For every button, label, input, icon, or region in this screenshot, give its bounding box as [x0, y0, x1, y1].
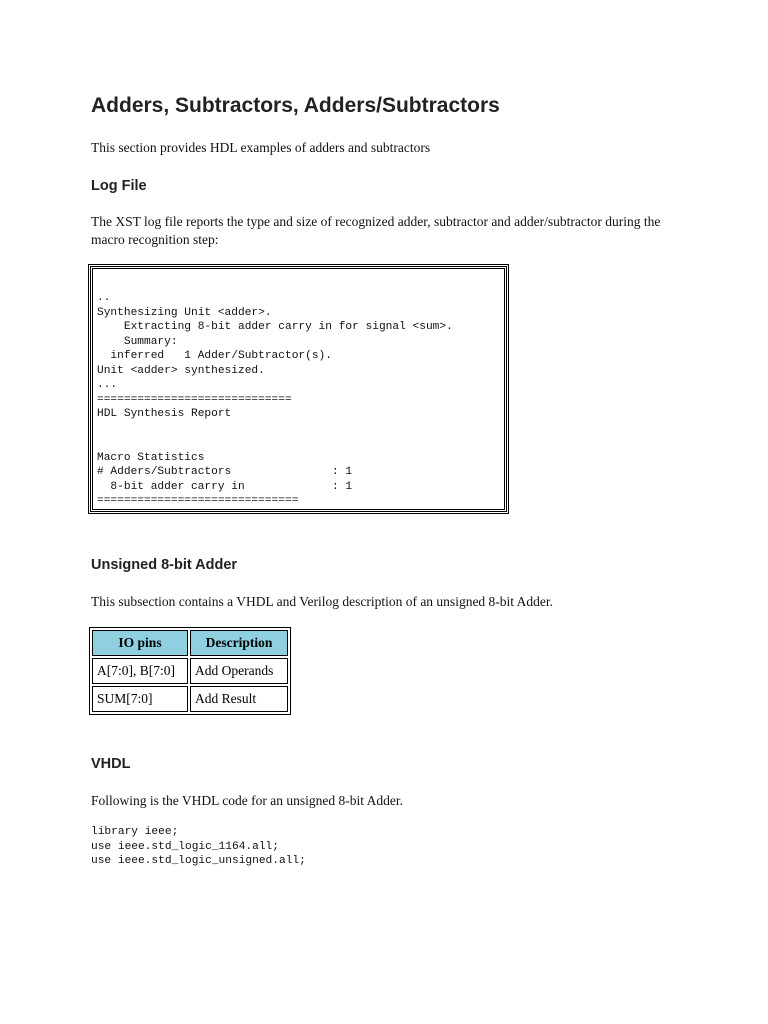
- unsigned-adder-description: This subsection contains a VHDL and Verilog description of an unsigned 8-bit Adder.: [91, 594, 554, 609]
- vhdl-heading: VHDL: [91, 756, 131, 772]
- table-cell: Add Result: [190, 686, 288, 712]
- table-row: [92, 658, 288, 684]
- page-title: Adders, Subtractors, Adders/Subtractors: [91, 94, 500, 117]
- intro-text: This section provides HDL examples of adders and subtractors: [91, 140, 431, 155]
- log-output-text: .. Synthesizing Unit <adder>. Extracting 8-bit adder carry in for signal <sum>. Summary: inferred 1 Adder/Subtractor(s). Unit <adder> synthesized. ... ============================= HDL Synthesis Report Macro Statistics # Adders/Subtractors : 1 8-bit adder carry in : 1 ==============================: [97, 292, 453, 507]
- table-cell: Add Operands: [190, 658, 288, 684]
- log-file-description: The XST log file reports the type and size of recognized adder, subtractor and adder/subtractor during the macro recognition step:: [91, 214, 661, 247]
- table-header-cell: Description: [190, 630, 288, 656]
- table-cell: SUM[7:0]: [92, 686, 188, 712]
- vhdl-code-block: library ieee; use ieee.std_logic_1164.all; use ieee.std_logic_unsigned.all;: [91, 826, 306, 867]
- vhdl-description: Following is the VHDL code for an unsigned 8-bit Adder.: [91, 793, 403, 808]
- table-row: [92, 686, 288, 712]
- log-output-box: [90, 266, 507, 512]
- table-header-cell: IO pins: [92, 630, 188, 656]
- table-header-row: [92, 630, 288, 656]
- log-file-heading: Log File: [91, 178, 147, 194]
- unsigned-adder-heading: Unsigned 8-bit Adder: [91, 557, 238, 573]
- table-cell: A[7:0], B[7:0]: [92, 658, 188, 684]
- io-pins-table: [89, 627, 291, 715]
